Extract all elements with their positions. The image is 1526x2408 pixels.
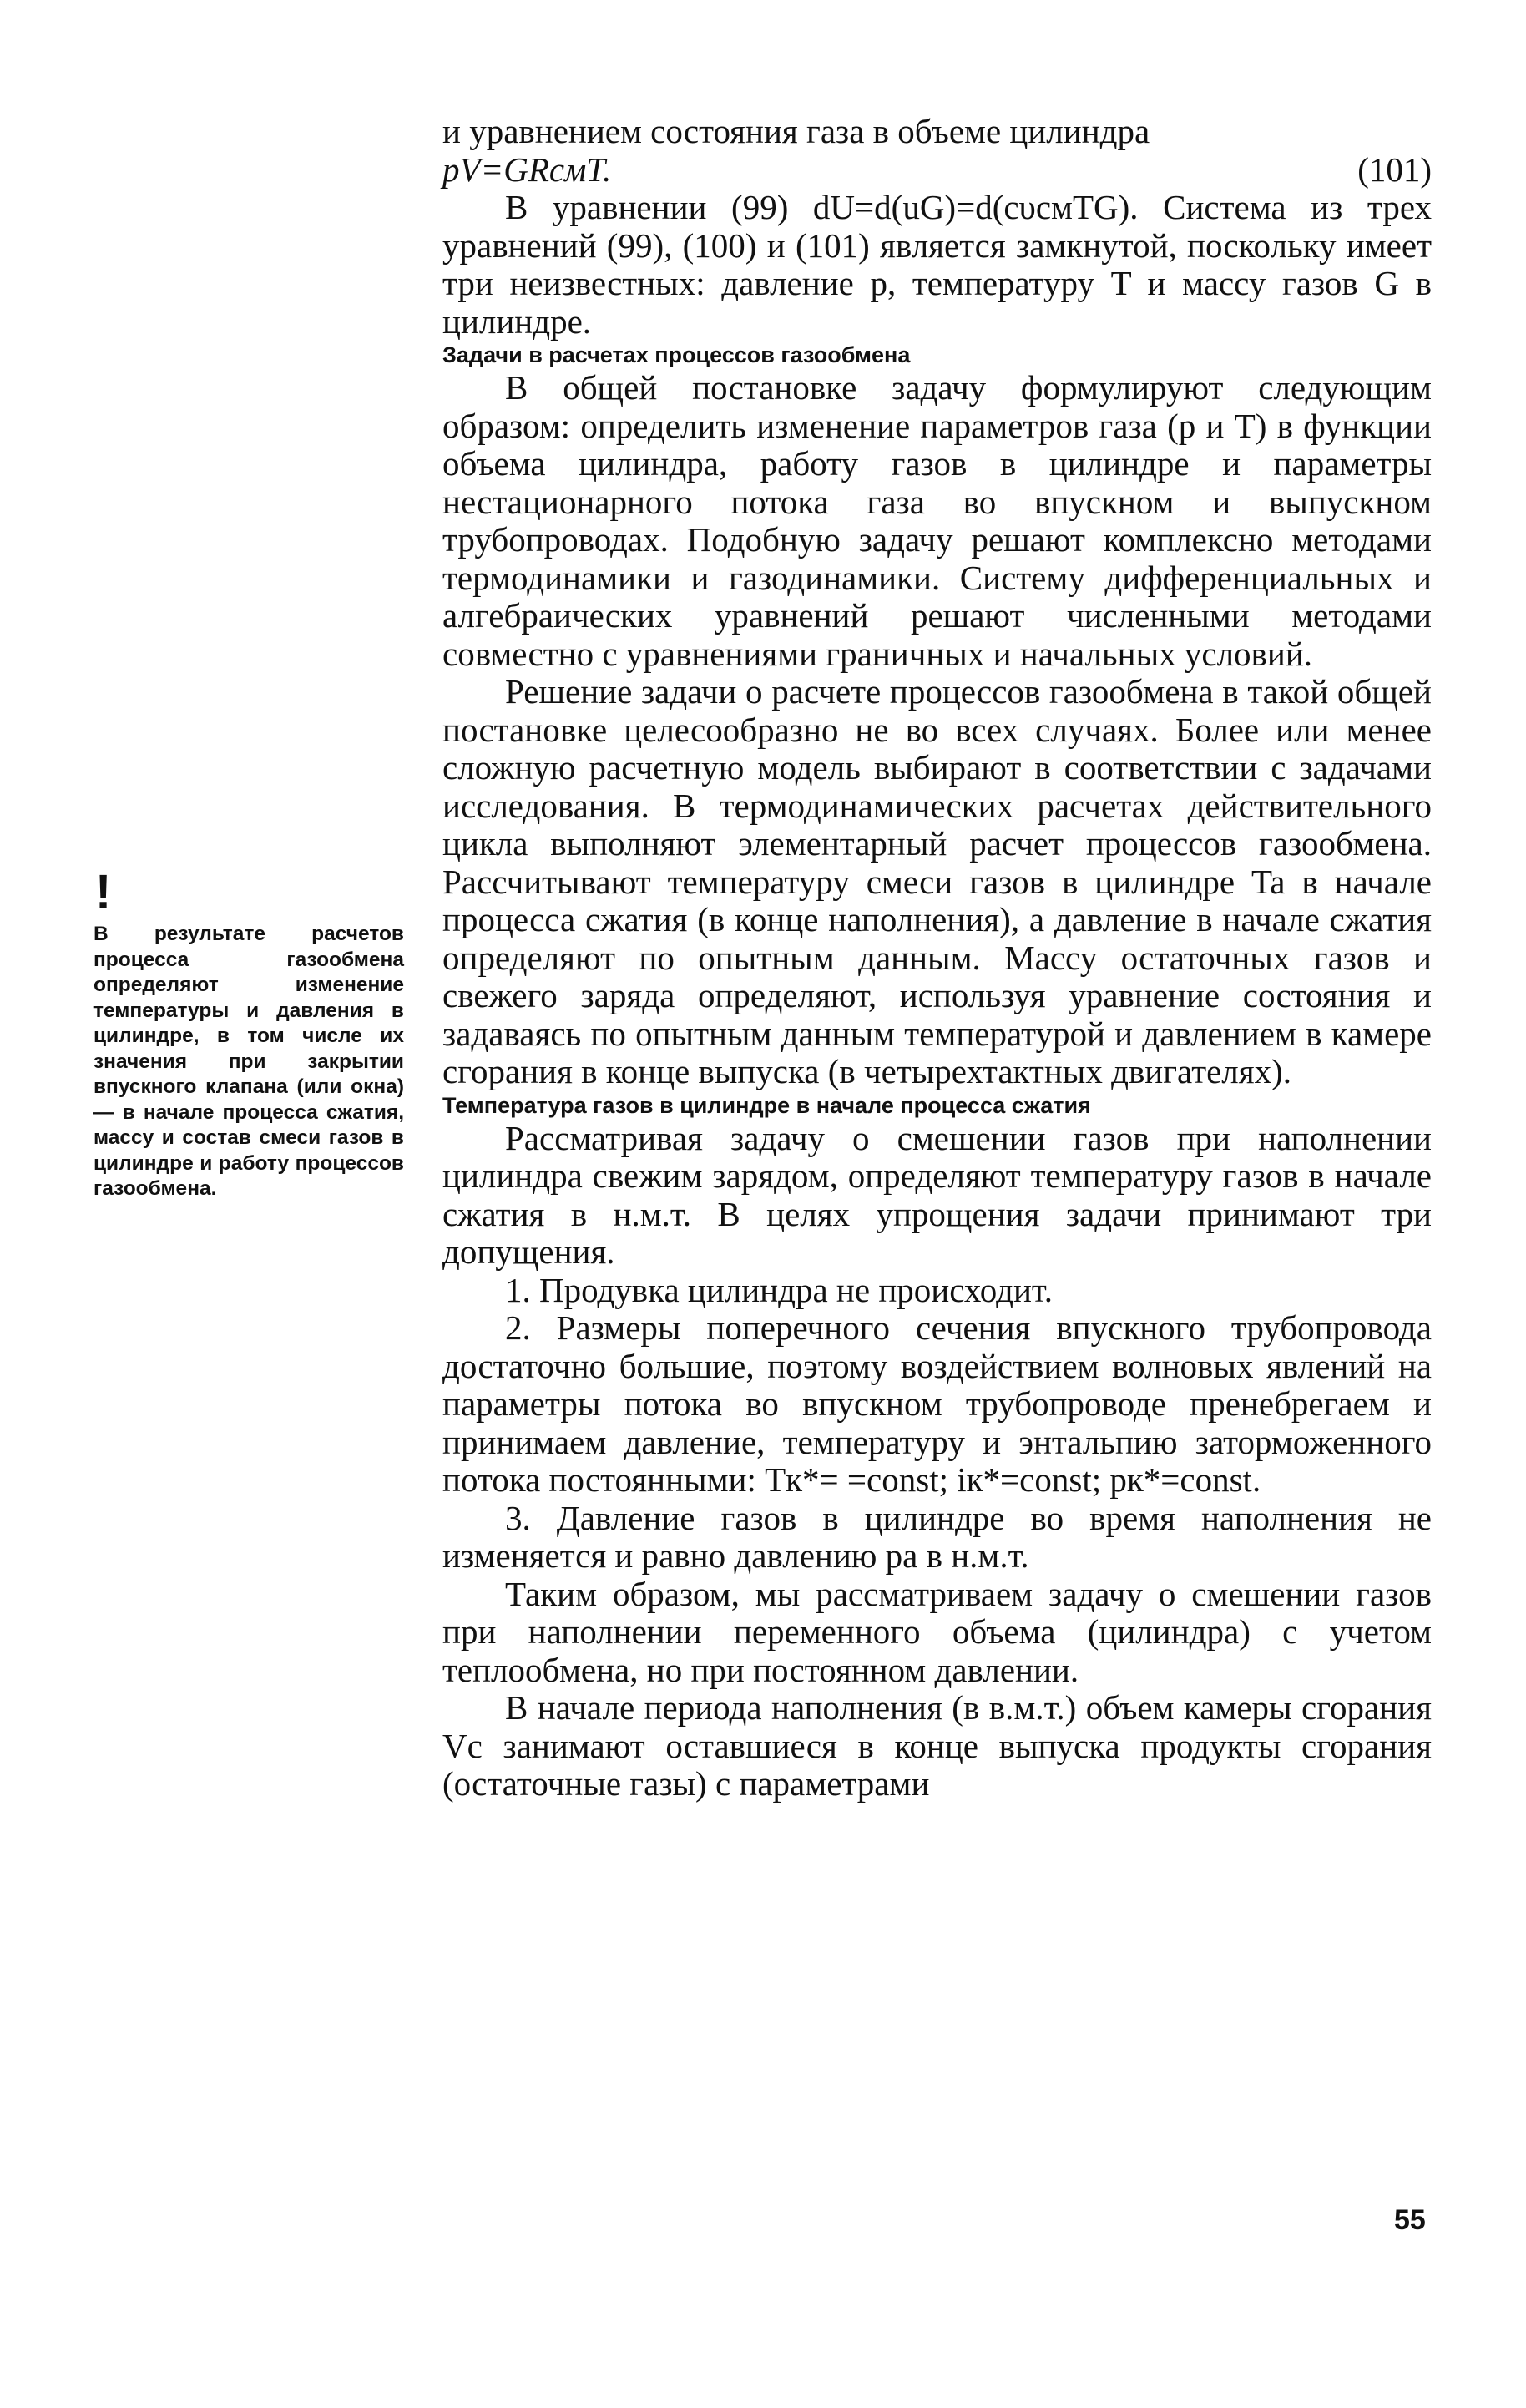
equation-101-row	[442, 151, 1432, 190]
section-heading-tasks: Задачи в расчетах процессов газообмена	[442, 342, 911, 367]
paragraph-beginning: В начале периода наполнения (в в.м.т.) объем камеры сгорания Vc занимают оставшиеся в конце выпуска продукты сгорания (остаточные газы) с параметрами	[442, 1688, 1432, 1803]
paragraph-thus: Таким образом, мы рассматриваем задачу о смешении газов при наполнении переменного объема (цилиндра) с учетом теплообмена, но при постоянном давлении.	[442, 1574, 1432, 1689]
intro-line: и уравнением состояния газа в объеме цилиндра	[442, 112, 1150, 150]
assumption-1: 1. Продувка цилиндра не происходит.	[505, 1270, 1053, 1309]
assumption-3: 3. Давление газов в цилиндре во время наполнения не изменяется и равно давлению pa в н.м.т.	[442, 1498, 1432, 1575]
main-text-column	[442, 113, 1432, 1803]
paragraph-general-statement: В общей постановке задачу формулируют следующим образом: определить изменение параметров газа (p и T) в функции объема цилиндра, работу газов в цилиндре и параметры нестационарного потока газа во впускном и выпускном трубопроводах. Подобную задачу решают комплексно методами термодинамики и газодинамики. Систему дифференциальных и алгебраических уравнений решают численными методами совместно с уравнениями граничных и начальных условий.	[442, 368, 1432, 673]
section-heading-temperature: Температура газов в цилиндре в начале процесса сжатия	[442, 1092, 1091, 1118]
paragraph-equation-system: В уравнении (99) dU=d(uG)=d(cυсмTG). Система из трех уравнений (99), (100) и (101) является замкнутой, поскольку имеет три неизвестных: давление p, температуру T и массу газов G в цилиндре.	[442, 188, 1432, 341]
margin-note-text: В результате расчетов процесса газообмена определяют изменение температуры и давления в цилиндре, в том числе их значения при закрытии впускного клапана (или окна) — в начале процесса сжатия, массу и состав смеси газов в цилиндре и работу процессов газообмена.	[93, 923, 404, 1200]
exclamation-mark: !	[95, 865, 112, 919]
assumption-2: 2. Размеры поперечного сечения впускного трубопровода достаточно большие, поэтому воздействием волновых явлений на параметры потока во впускном трубопроводе пренебрегаем и принимаем давление, температуру и энтальпию заторможенного потока постоянными: Tк*= =const; iк*=const; pк*=const.	[442, 1308, 1432, 1499]
margin-note	[93, 865, 404, 1202]
paragraph-mixing: Рассматривая задачу о смешении газов при наполнении цилиндра свежим зарядом, определяют температуру газов в начале сжатия в н.м.т. В целях упрощения задачи принимают три допущения.	[442, 1118, 1432, 1271]
paragraph-solution: Решение задачи о расчете процессов газообмена в такой общей постановке целесообразно не во всех случаях. Более или менее сложную расчетную модель выбирают в соответствии с задачами исследования. В термодинамических расчетах действительного цикла выполняют элементарный расчет процессов газообмена. Рассчитывают температуру смеси газов в цилиндре Ta в начале процесса сжатия (в конце наполнения), а давление в начале сжатия определяют по опытным данным. Массу остаточных газов и свежего заряда определяют, используя уравнение состояния и задаваясь по опытным данным температурой и давлением в камере сгорания в конце выпуска (в четырехтактных двигателях).	[442, 672, 1432, 1090]
equation-101: pV=GRсмT.	[442, 149, 612, 189]
page-number: 55	[1394, 2204, 1426, 2236]
equation-number: (101)	[1357, 149, 1432, 189]
